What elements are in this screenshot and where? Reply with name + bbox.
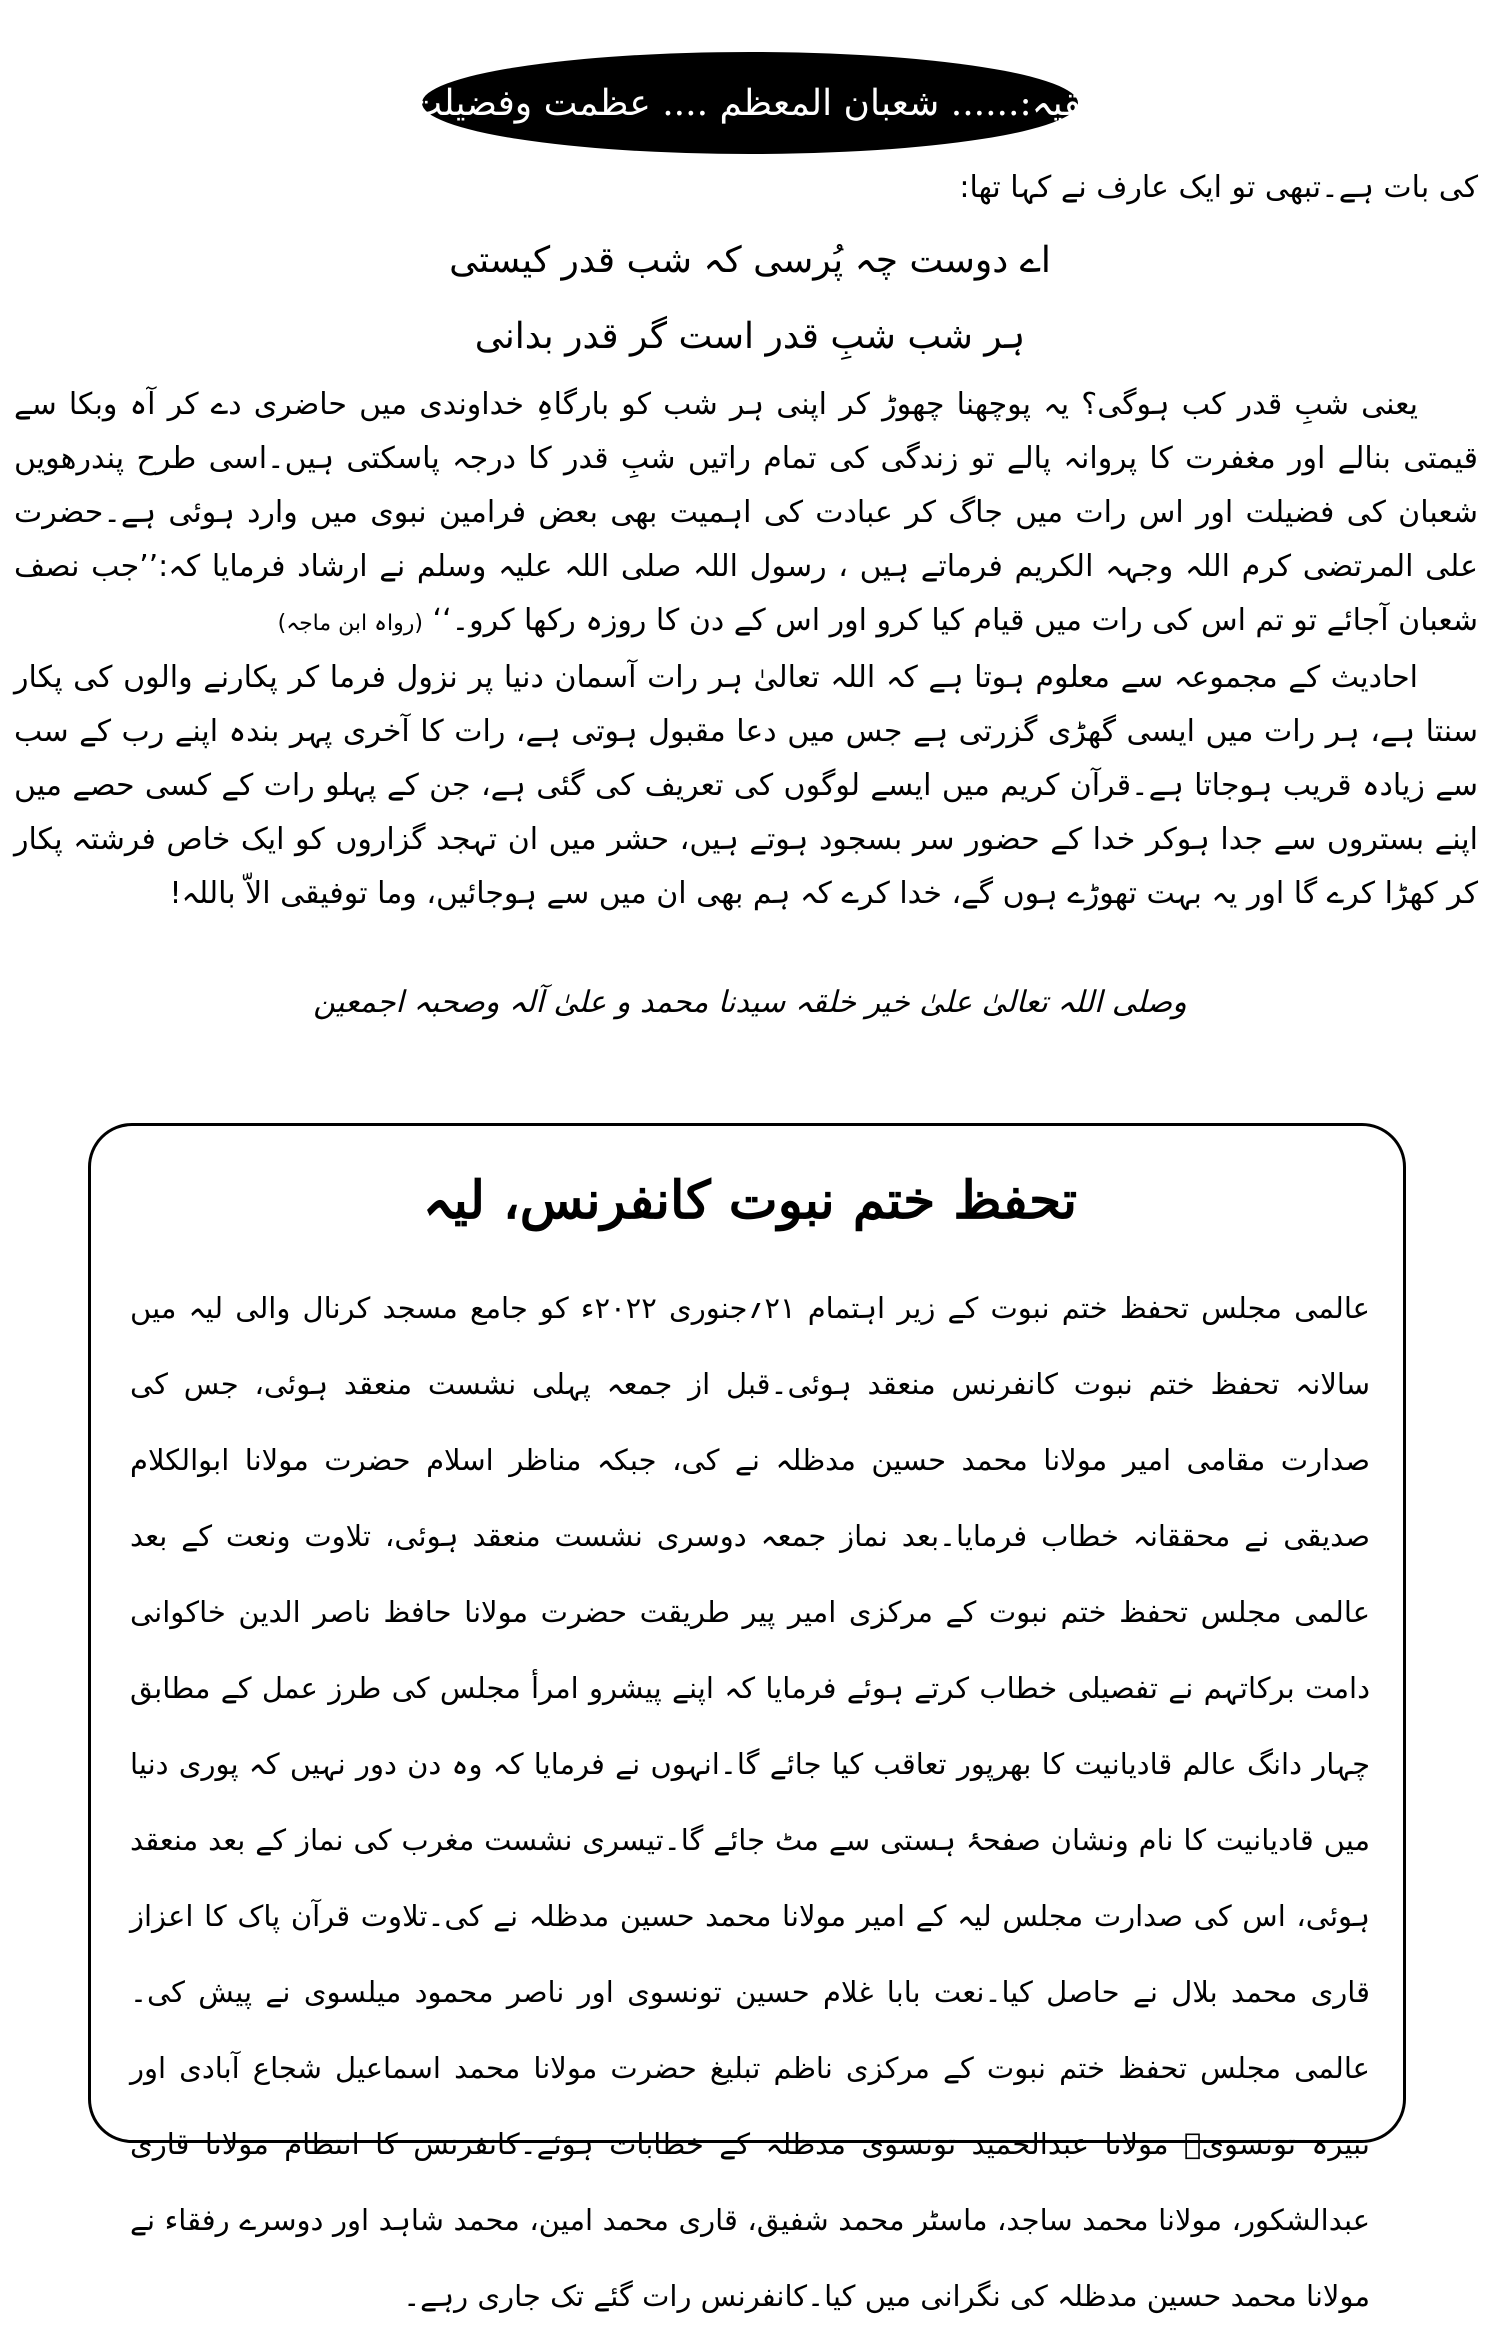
couplet-line-2: ہر شب شبِ قدر است گر قدر بدانی	[474, 316, 1026, 357]
article-body	[14, 378, 1478, 921]
conference-body	[130, 1270, 1370, 2334]
header-title: بقیہ:...... شعبان المعظم .... عظمت وفضیلت	[408, 82, 1092, 124]
conference-title: تحفظ ختم نبوت کانفرنس، لیہ	[422, 1170, 1078, 1231]
intro-line: کی بات ہے۔تبھی تو ایک عارف نے کہا تھا:	[959, 170, 1478, 205]
header-banner	[408, 52, 1092, 154]
conference-paragraph: عالمی مجلس تحفظ ختم نبوت کے زیر اہتمام ۲۱؍جنوری ۲۰۲۲ء کو جامع مسجد کرنال والی لیہ میں سالانہ تحفظ ختم نبوت کانفرنس منعقد ہوئی۔قبل از جمعہ پہلی نشست منعقد ہوئی، جس کی صدارت مقامی امیر مولانا محمد حسین مدظلہ نے کی، جبکہ مناظر اسلام حضرت مولانا ابوالکلام صدیقی نے محققانہ خطاب فرمایا۔بعد نماز جمعہ دوسری نشست منعقد ہوئی، تلاوت ونعت کے بعد عالمی مجلس تحفظ ختم نبوت کے مرکزی امیر پیر طریقت حضرت مولانا حافظ ناصر الدین خاکوانی دامت برکاتہم نے تفصیلی خطاب کرتے ہوئے فرمایا کہ اپنے پیشرو امرأ مجلس کی طرز عمل کے مطابق چہار دانگ عالم قادیانیت کا بھرپور تعاقب کیا جائے گا۔انہوں نے فرمایا کہ وہ دن دور نہیں کہ پوری دنیا میں قادیانیت کا نام ونشان صفحۂ ہستی سے مٹ جائے گا۔تیسری نشست مغرب کی نماز کے بعد منعقد ہوئی، اس کی صدارت مجلس لیہ کے امیر مولانا محمد حسین مدظلہ نے کی۔تلاوت قرآن پاک کا اعزاز قاری محمد بلال نے حاصل کیا۔نعت بابا غلام حسین تونسوی اور ناصر محمود میلسوی نے پیش کی۔عالمی مجلس تحفظ ختم نبوت کے مرکزی ناظم تبلیغ حضرت مولانا محمد اسماعیل شجاع آبادی اور نبیرہ تونسویؒ مولانا عبدالحمید تونسوی مدظلہ کے خطابات ہوئے۔کانفرنس کا انتظام مولانا قاری عبدالشکور، مولانا محمد ساجد، ماسٹر محمد شفیق، قاری محمد امین، محمد شاہد اور دوسرے رفقاء نے مولانا محمد حسین مدظلہ کی نگرانی میں کیا۔کانفرنس رات گئے تک جاری رہے۔	[130, 1291, 1370, 2313]
article-paragraph	[14, 378, 1478, 651]
durood-line: وصلی اللہ تعالیٰ علیٰ خیر خلقہ سیدنا محمد و علیٰ آلہ وصحبہ اجمعین	[313, 985, 1187, 1020]
hadith-reference: (رواہ ابن ماجہ)	[277, 611, 423, 636]
article-paragraph: احادیث کے مجموعہ سے معلوم ہوتا ہے کہ اللہ تعالیٰ ہر رات آسمان دنیا پر نزول فرما کر پکارنے والوں کی پکار سنتا ہے، ہر رات میں ایسی گھڑی گزرتی ہے جس میں دعا مقبول ہوتی ہے، رات کا آخری پہر بندہ اپنے رب کے سب سے زیادہ قریب ہوجاتا ہے۔قرآن کریم میں ایسے لوگوں کی تعریف کی گئی ہے، جن کے پہلو رات کے کسی حصے میں اپنے بستروں سے جدا ہوکر خدا کے حضور سر بسجود ہوتے ہیں، حشر میں ان تہجد گزاروں کو ایک خاص فرشتہ پکار کر کھڑا کرے گا اور یہ بہت تھوڑے ہوں گے، خدا کرے کہ ہم بھی ان میں سے ہوجائیں، وما توفیقی الاّ باللہ!	[14, 660, 1478, 911]
couplet-line-1: اے دوست چہ پُرسی کہ شب قدر کیستی	[449, 240, 1051, 281]
article-paragraph-text: یعنی شبِ قدر کب ہوگی؟ یہ پوچھنا چھوڑ کر اپنی ہر شب کو بارگاہِ خداوندی میں حاضری دے کر آہ وبکا سے قیمتی بنالے اور مغفرت کا پروانہ پالے تو زندگی کی تمام راتیں شبِ قدر کا درجہ پاسکتی ہیں۔اسی طرح پندرھویں شعبان کی فضیلت اور اس رات میں جاگ کر عبادت کی اہمیت بھی بعض فرامین نبوی میں وارد ہوئی ہے۔حضرت علی المرتضی کرم اللہ وجہہ الکریم فرماتے ہیں ، رسول اللہ صلی اللہ علیہ وسلم نے ارشاد فرمایا کہ:’’جب نصف شعبان آجائے تو تم اس کی رات میں قیام کیا کرو اور اس کے دن کا روزہ رکھا کرو۔‘‘	[14, 387, 1478, 638]
